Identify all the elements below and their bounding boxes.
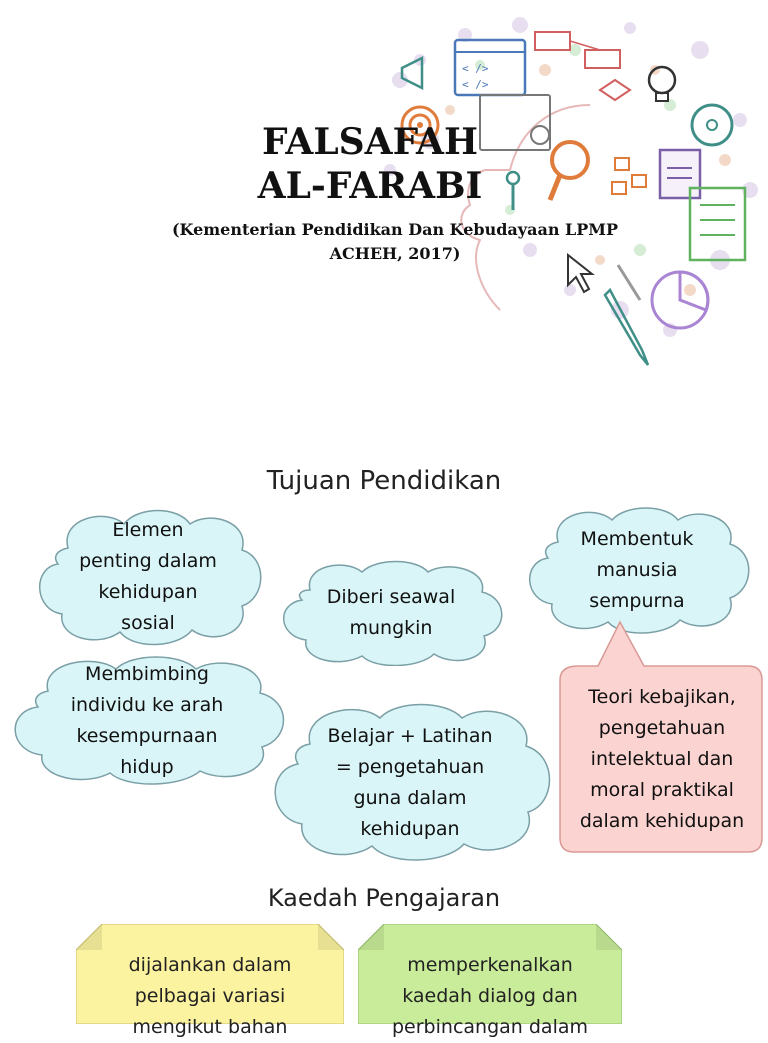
- cloud-text: [272, 560, 510, 666]
- box-line: memperkenalkan: [407, 954, 573, 976]
- cloud-callout: [28, 506, 268, 648]
- cloud-line: Membimbing: [85, 663, 209, 685]
- box-line: pelbagai variasi: [134, 985, 286, 1007]
- cloud-callout: [262, 700, 558, 866]
- cloud-line: manusia: [596, 558, 678, 581]
- method-box: [76, 950, 344, 1043]
- heading-kaedah-pengajaran: Kaedah Pengajaran: [267, 884, 501, 912]
- svg-text:< />: < />: [462, 78, 489, 91]
- cloud-text: [28, 506, 268, 648]
- slide-title: [150, 120, 590, 208]
- slide-subtitle: [70, 218, 720, 266]
- box-line: mengikut bahan: [132, 1016, 288, 1038]
- callout-line: moral praktikal: [590, 779, 734, 801]
- cloud-line: hidup: [120, 756, 174, 778]
- box-line: kaedah dialog dan: [402, 985, 578, 1007]
- callout-line: Teori kebajikan,: [588, 686, 736, 708]
- box-line: perbincangan dalam: [392, 1016, 588, 1038]
- cloud-line: kehidupan: [360, 818, 460, 840]
- svg-text:< />: < />: [462, 62, 489, 75]
- cloud-line: Belajar + Latihan: [327, 725, 493, 747]
- cloud-line: sempurna: [589, 589, 685, 612]
- cloud-text: [2, 655, 292, 787]
- cloud-line: guna dalam: [353, 787, 467, 809]
- callout-line: dalam kehidupan: [579, 810, 745, 832]
- heading-tujuan-pendidikan: Tujuan Pendidikan: [266, 466, 502, 496]
- cloud-line: Elemen: [112, 519, 184, 541]
- method-box: [358, 950, 622, 1043]
- subtitle-line-2: ACHEH, 2017): [329, 244, 461, 263]
- cloud-line: sosial: [121, 612, 175, 634]
- cloud-line: penting dalam: [79, 550, 217, 572]
- title-slide: [0, 0, 768, 400]
- cloud-line: individu ke arah: [70, 694, 224, 716]
- cloud-callout: [518, 504, 756, 636]
- cloud-text: [262, 700, 558, 866]
- title-line-2: AL-FARABI: [257, 165, 483, 207]
- subtitle-line-1: (Kementerian Pendidikan Dan Kebudayaan LPMP: [171, 220, 619, 239]
- callout-text: [560, 682, 764, 837]
- cloud-line: mungkin: [349, 617, 433, 639]
- title-line-1: FALSAFAH: [261, 121, 479, 163]
- cloud-callout: [2, 655, 292, 787]
- cloud-line: kehidupan: [98, 581, 198, 603]
- cloud-callout: [272, 560, 510, 666]
- cloud-line: Diberi seawal: [326, 586, 456, 608]
- cloud-line: kesempurnaan: [76, 725, 218, 747]
- box-line: dijalankan dalam: [128, 954, 292, 976]
- cloud-text: [518, 504, 756, 636]
- cloud-line: = pengetahuan: [335, 756, 485, 778]
- callout-line: pengetahuan: [598, 717, 726, 739]
- cloud-line: Membentuk: [580, 527, 694, 550]
- callout-line: intelektual dan: [590, 748, 734, 770]
